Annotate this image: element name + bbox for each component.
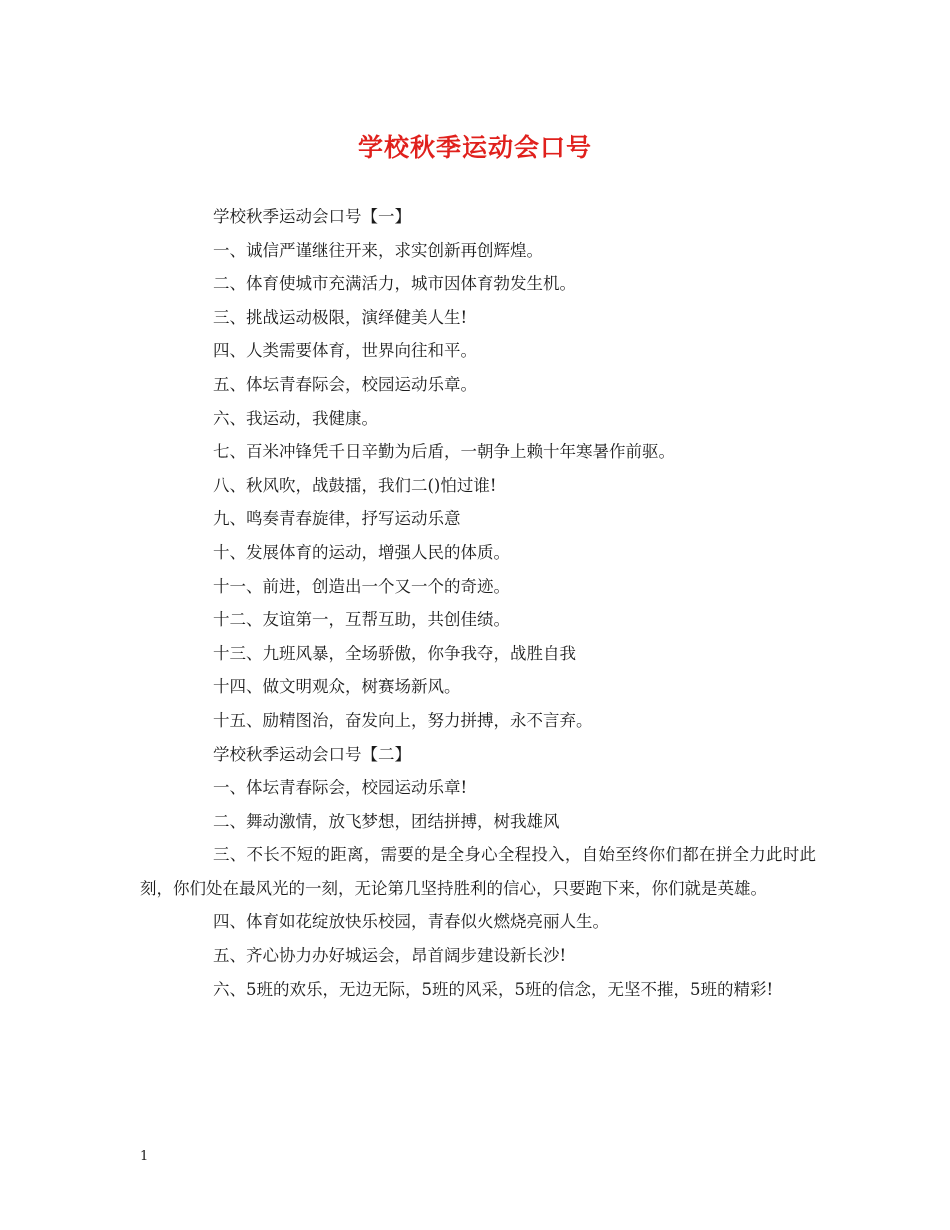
section-heading-2: 学校秋季运动会口号【二】	[213, 744, 411, 764]
slogan-line: 四、人类需要体育，世界向往和平。	[213, 341, 477, 361]
slogan-line: 一、体坛青春际会，校园运动乐章!	[213, 778, 468, 798]
slogan-line: 十一、前进，创造出一个又一个的奇迹。	[213, 576, 510, 596]
slogan-paragraph: 四、体育如花绽放快乐校园，青春似火燃烧亮丽人生。	[213, 912, 609, 932]
slogan-paragraph: 三、不长不短的距离，需要的是全身心全程投入，自始至终你们都在拼全力此时此刻，你们处在最风光的一刻，无论第几坚持胜利的信心，只要跑下来，你们就是英雄。	[140, 845, 816, 898]
slogan-line: 三、挑战运动极限，演绎健美人生!	[213, 307, 468, 327]
slogan-paragraph: 五、齐心协力办好城运会，昂首阔步建设新长沙!	[213, 946, 567, 966]
page-number: 1	[140, 1149, 149, 1164]
slogan-line: 十四、做文明观众，树赛场新风。	[213, 677, 461, 697]
slogan-line: 七、百米冲锋凭千日辛勤为后盾，一朝争上赖十年寒暑作前驱。	[213, 442, 675, 462]
slogan-line: 九、鸣奏青春旋律，抒写运动乐意	[213, 509, 461, 529]
slogan-line: 二、体育使城市充满活力，城市因体育勃发生机。	[213, 274, 576, 294]
section-heading-1: 学校秋季运动会口号【一】	[213, 207, 411, 226]
slogan-line: 十二、友谊第一，互帮互助，共创佳绩。	[213, 610, 510, 630]
slogan-line: 八、秋风吹，战鼓擂，我们二()怕过谁!	[213, 475, 497, 495]
slogan-line: 五、体坛青春际会，校园运动乐章。	[213, 374, 477, 394]
slogan-line: 十三、九班风暴，全场骄傲，你争我夺，战胜自我	[213, 643, 576, 663]
document-title: 学校秋季运动会口号	[357, 133, 592, 162]
slogan-line: 十五、励精图治，奋发向上，努力拼搏，永不言弃。	[213, 710, 593, 730]
slogan-line: 十、发展体育的运动，增强人民的体质。	[213, 542, 510, 562]
document-body	[140, 200, 816, 1006]
slogan-line: 六、我运动，我健康。	[213, 408, 378, 428]
slogan-line: 二、舞动激情，放飞梦想，团结拼搏，树我雄风	[213, 811, 560, 831]
slogan-paragraph: 六、5班的欢乐，无边无际，5班的风采，5班的信念，无坚不摧，5班的精彩!	[213, 979, 774, 999]
slogan-line: 一、诚信严谨继往开来，求实创新再创辉煌。	[213, 240, 543, 260]
